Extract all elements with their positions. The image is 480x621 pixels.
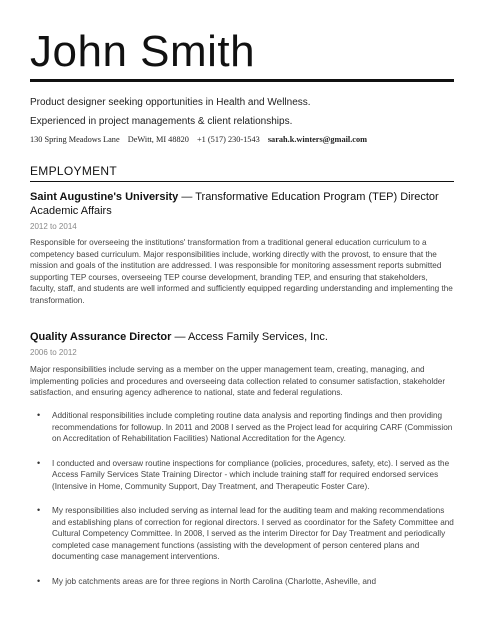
tagline-primary: Product designer seeking opportunities in Health and Wellness. [30, 97, 311, 108]
job-heading [30, 330, 454, 344]
job-bullet-list [30, 410, 454, 600]
job-role: Transformative Education Program (TEP) Director Academic Affairs [30, 191, 439, 217]
list-item: • Additional responsibilities include completing routine data analysis and reporting findings and then providing recommendations for followup. In 2011 and 2008 I served as the Project lead for acquiring CARF (Commission on Accreditation of Rehabilitation Facilities) National Accreditation for the Agency. [30, 410, 454, 445]
list-item: • My responsibilities also included serving as internal lead for the auditing team and making recommendations and establishing plans of correction for regional directors. I served as coordinator for the Safety Committee and Cultural Competency Committee. In 2008, I served as the interim Director for Day Treatment and periodically completed case management functions (assisting with the development of person centered plans and documenting case management interventions. [30, 505, 454, 563]
header-divider [30, 79, 454, 82]
job-separator: — [171, 331, 188, 343]
contact-city: DeWitt, MI 48820 [127, 135, 189, 144]
contact-phone: +1 (517) 230-1543 [197, 135, 260, 144]
section-title-employment: EMPLOYMENT [30, 164, 118, 178]
job-organization: Access Family Services, Inc. [187, 331, 328, 343]
list-item: • I conducted and oversaw routine inspections for compliance (policies, procedures, safety, etc). I served as the Access Family Services State Training Director - which include training staff for required endorsed services (Intensive in Home, Community Support, Day Treatment, and Therapeutic Foster Care). [30, 458, 454, 493]
job-description: Major responsibilities include serving as a member on the upper management team, creating, managing, and implementing policies and procedures and overseeing data collection related to consumer satisfaction, stakeholder satisfaction, and ensuring agency adherence to national, state and federal regulations. [30, 365, 446, 397]
contact-email[interactable]: sarah.k.winters@gmail.com [267, 135, 368, 144]
contact-line [30, 135, 454, 144]
job-dates: 2006 to 2012 [30, 348, 77, 357]
tagline-secondary: Experienced in project managements & client relationships. [30, 116, 293, 127]
candidate-name: John Smith [30, 27, 256, 76]
job-organization: Saint Augustine's University [30, 191, 179, 203]
contact-address: 130 Spring Meadows Lane [30, 135, 120, 144]
job-description: Responsible for overseeing the institutions' transformation from a traditional general education curriculum to a competency based curriculum. Major responsibilities include, working directly with the provost, to ensure that the mission and goals of the institution are addressed. I was responsible for monitoring assessment reports submitted supporting TEP courses, overseeing TEP course development, branding TEP, and ensuring that stakeholders, faculty, staff, and students are well informed and sufficiently equipped regarding understanding and implementing the transformation. [30, 238, 453, 305]
section-divider [30, 181, 454, 182]
list-item: • My job catchments areas are for three regions in North Carolina (Charlotte, Asheville, and [30, 576, 454, 588]
job-heading [30, 190, 454, 218]
job-separator: — [178, 191, 196, 203]
job-title: Quality Assurance Director [30, 331, 172, 343]
job-dates: 2012 to 2014 [30, 222, 77, 231]
